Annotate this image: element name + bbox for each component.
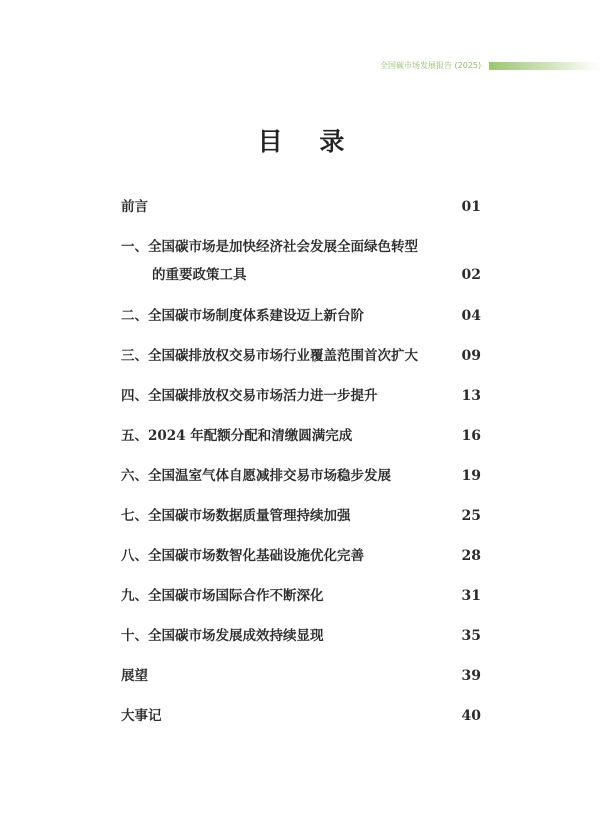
report-header-label: 全国碳市场发展报告 (2025) — [380, 61, 482, 70]
toc-entry-page: 25 — [461, 508, 481, 524]
toc-entry-page: 31 — [461, 588, 481, 604]
toc-entry-title: 六、全国温室气体自愿减排交易市场稳步发展 — [121, 468, 391, 484]
toc-entry-chapter-10[interactable] — [121, 625, 481, 647]
page-title: 目 录 — [257, 127, 359, 156]
toc-entry-chapter-6[interactable] — [121, 465, 481, 487]
toc-entry-page: 19 — [461, 468, 481, 484]
toc-entry-page: 39 — [461, 668, 481, 684]
toc-entry-chapter-5[interactable] — [121, 425, 481, 447]
toc-entry-title: 七、全国碳市场数据质量管理持续加强 — [121, 508, 351, 524]
toc-entry-chapter-1[interactable] — [121, 236, 481, 286]
toc-entry-title: 二、全国碳市场制度体系建设迈上新台阶 — [121, 308, 364, 324]
toc-entry-outlook[interactable] — [121, 665, 481, 687]
toc-entry-page: 28 — [461, 548, 481, 564]
toc-entry-page: 01 — [461, 199, 481, 215]
toc-entry-page: 35 — [461, 628, 481, 644]
toc-entry-page: 13 — [461, 388, 481, 404]
toc-entry-title: 大事记 — [121, 708, 162, 724]
header-accent-bar — [489, 62, 602, 70]
toc-entry-page: 40 — [461, 708, 481, 724]
toc-entry-title-line2: 的重要政策工具 — [152, 267, 247, 283]
toc-entry-title: 展望 — [121, 668, 148, 684]
toc-entry-chapter-3[interactable] — [121, 345, 481, 367]
toc-entry-title: 八、全国碳市场数智化基础设施优化完善 — [121, 548, 364, 564]
toc-entry-page: 09 — [461, 348, 481, 364]
toc-entry-title — [121, 236, 418, 286]
toc-entry-page: 02 — [461, 267, 481, 283]
toc-entry-chapter-4[interactable] — [121, 385, 481, 407]
toc-entry-chapter-9[interactable] — [121, 585, 481, 607]
toc-entry-preface[interactable] — [121, 196, 481, 218]
toc-entry-chapter-7[interactable] — [121, 505, 481, 527]
toc-entry-title: 十、全国碳市场发展成效持续显现 — [121, 628, 324, 644]
toc-entry-title-line1: 一、全国碳市场是加快经济社会发展全面绿色转型 — [121, 239, 418, 255]
toc-entry-title: 九、全国碳市场国际合作不断深化 — [121, 588, 324, 604]
toc-entry-title: 五、2024 年配额分配和清缴圆满完成 — [121, 428, 353, 444]
toc-entry-page: 04 — [461, 308, 481, 324]
toc-entry-title: 四、全国碳排放权交易市场活力进一步提升 — [121, 388, 378, 404]
table-of-contents — [121, 196, 481, 745]
toc-entry-chapter-2[interactable] — [121, 305, 481, 327]
toc-entry-title: 前言 — [121, 199, 148, 215]
toc-entry-chronicle[interactable] — [121, 705, 481, 727]
toc-entry-chapter-8[interactable] — [121, 545, 481, 567]
toc-entry-page: 16 — [461, 428, 481, 444]
toc-entry-title: 三、全国碳排放权交易市场行业覆盖范围首次扩大 — [121, 348, 418, 364]
